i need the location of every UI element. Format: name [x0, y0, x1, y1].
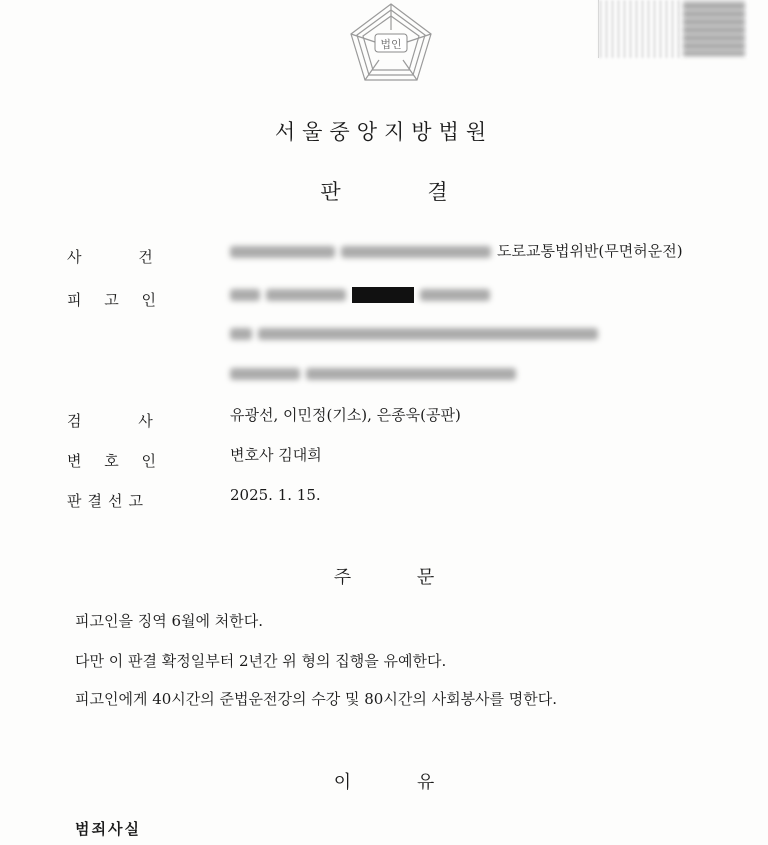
defendant-line-2 [230, 324, 604, 342]
document-title: 판 결 [320, 180, 448, 204]
redacted-name [230, 289, 260, 301]
reason-title: 이 유 [333, 772, 435, 793]
redacted-occupation [420, 289, 490, 301]
order-line: 피고인에게 40시간의 준법운전강의 수강 및 80시간의 사회봉사를 명한다. [75, 690, 558, 708]
counsel-label [67, 450, 157, 471]
defendant-line-1 [230, 285, 496, 303]
redacted-case-number [230, 246, 335, 258]
order-title: 주 문 [333, 567, 435, 588]
redacted-case-number [341, 246, 491, 258]
seal-text: 법인 [380, 38, 402, 51]
order-line: 다만 이 판결 확정일부터 2년간 위 형의 집행을 유예한다. [75, 652, 447, 670]
case-value-text: 도로교통법위반(무면허운전) [497, 242, 683, 260]
redacted-registry [306, 368, 516, 380]
date-label [67, 490, 157, 511]
defendant-label [67, 289, 157, 310]
redacted-registry-label [230, 368, 300, 380]
date-label-text: 판결선고 [67, 492, 149, 510]
order-line: 피고인을 징역 6월에 처한다. [75, 612, 264, 630]
prosecutor-value: 유광선, 이민정(기소), 은종욱(공판) [230, 406, 461, 424]
court-name: 서울중앙지방법원 [274, 120, 494, 144]
case-label [67, 246, 157, 267]
date-value: 2025. 1. 15. [230, 486, 321, 504]
qr-code [598, 0, 749, 58]
case-label-text: 사 건 [67, 248, 153, 266]
crime-facts-heading: 범죄사실 [75, 820, 141, 838]
defendant-line-3 [230, 364, 522, 382]
case-value [230, 240, 683, 261]
redaction-bar [352, 287, 414, 303]
defendant-label-text: 피 고 인 [67, 291, 157, 309]
counsel-label-text: 변 호 인 [67, 452, 157, 470]
court-seal-icon [345, 0, 437, 86]
redacted-address [258, 328, 598, 340]
prosecutor-label-text: 검 사 [67, 412, 153, 430]
counsel-value: 변호사 김대희 [230, 446, 322, 464]
prosecutor-label [67, 410, 157, 431]
redacted-address-label [230, 328, 252, 340]
redacted-id [266, 289, 346, 301]
